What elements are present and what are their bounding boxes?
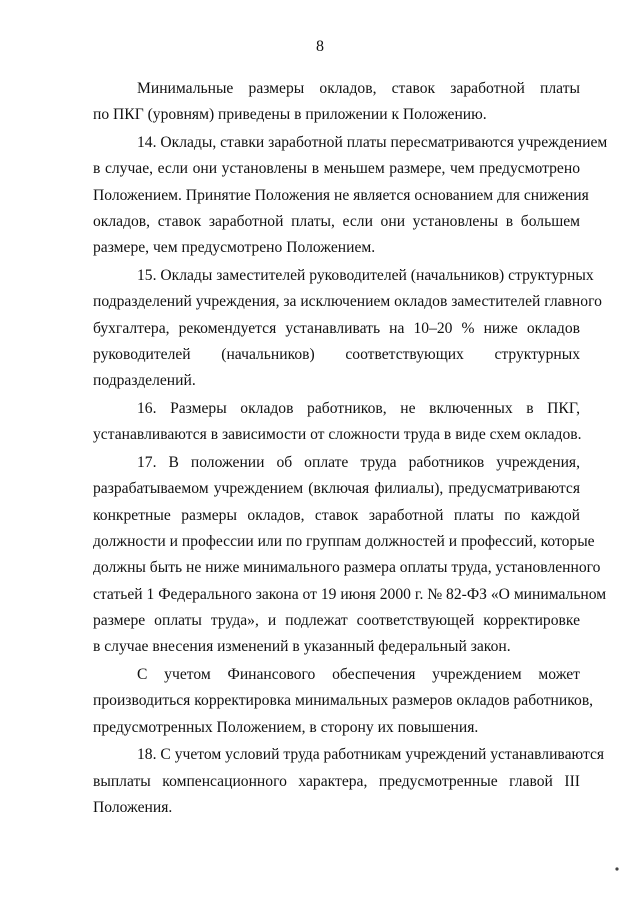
text-line: выплаты компенсационного характера, предусмотренные главой III [93,772,580,790]
scan-speck [614,866,620,872]
text-line: 15. Оклады заместителей руководителей (начальников) структурных [137,267,594,285]
text-line: Положением. Принятие Положения не является основанием для снижения [93,186,589,204]
text-line: устанавливаются в зависимости от сложности труда в виде схем окладов. [93,426,582,444]
text-line: 16. Размеры окладов работников, не включенных в ПКГ, [137,400,580,418]
paragraph-17 [93,450,607,660]
text-line: Положения. [93,799,173,817]
paragraph-15 [93,263,602,394]
document-body [93,76,608,821]
text-line: размере, чем предусмотрено Положением. [93,239,376,257]
text-line: Минимальные размеры окладов, ставок заработной платы [137,80,580,97]
text-line: по ПКГ (уровням) приведены в приложении к Положению. [93,106,487,124]
text-line: подразделений. [93,372,196,390]
text-line: 17. В положении об оплате труда работников учреждения, [137,454,580,472]
text-line: предусмотренных Положением, в сторону их повышения. [93,718,479,736]
text-line: должны быть не ниже минимального размера оплаты труда, установленного [93,559,601,577]
text-line: С учетом Финансового обеспечения учреждением может [137,666,580,684]
paragraph-16 [93,396,580,449]
paragraph-financial-provision [93,662,594,741]
text-line: руководителей (начальников) соответствующих структурных [93,345,580,363]
text-line: конкретные размеры окладов, ставок заработной платы по каждой [93,506,580,524]
paragraph-14 [93,130,608,261]
text-line: окладов, ставок заработной платы, если они установлены в большем [93,212,580,230]
text-line: статьей 1 Федерального закона от 19 июня 2000 г. № 82-ФЗ «О минимальном [93,585,607,603]
text-line: бухгалтера, рекомендуется устанавливать на 10–20 % ниже окладов [93,319,580,337]
text-line: производиться корректировка минимальных размеров окладов работников, [93,692,594,710]
page-number: 8 [316,38,324,55]
text-line: должности и профессии или по группам должностей и профессий, которые [93,533,595,551]
text-line: в случае внесения изменений в указанный федеральный закон. [93,638,511,656]
text-line: размере оплаты труда», и подлежат соответствующей корректировке [93,611,580,629]
text-line: 18. С учетом условий труда работникам учреждений устанавливаются [137,746,605,764]
text-line: разрабатываемом учреждением (включая филиалы), предусматриваются [93,480,580,498]
paragraph-18 [93,742,605,821]
text-line: 14. Оклады, ставки заработной платы пересматриваются учреждением [137,134,608,152]
text-line: в случае, если они установлены в меньшем размере, чем предусмотрено [93,160,580,178]
paragraph-minimal-sizes [93,76,580,129]
text-line: подразделений учреждения, за исключением окладов заместителей главного [93,293,602,311]
